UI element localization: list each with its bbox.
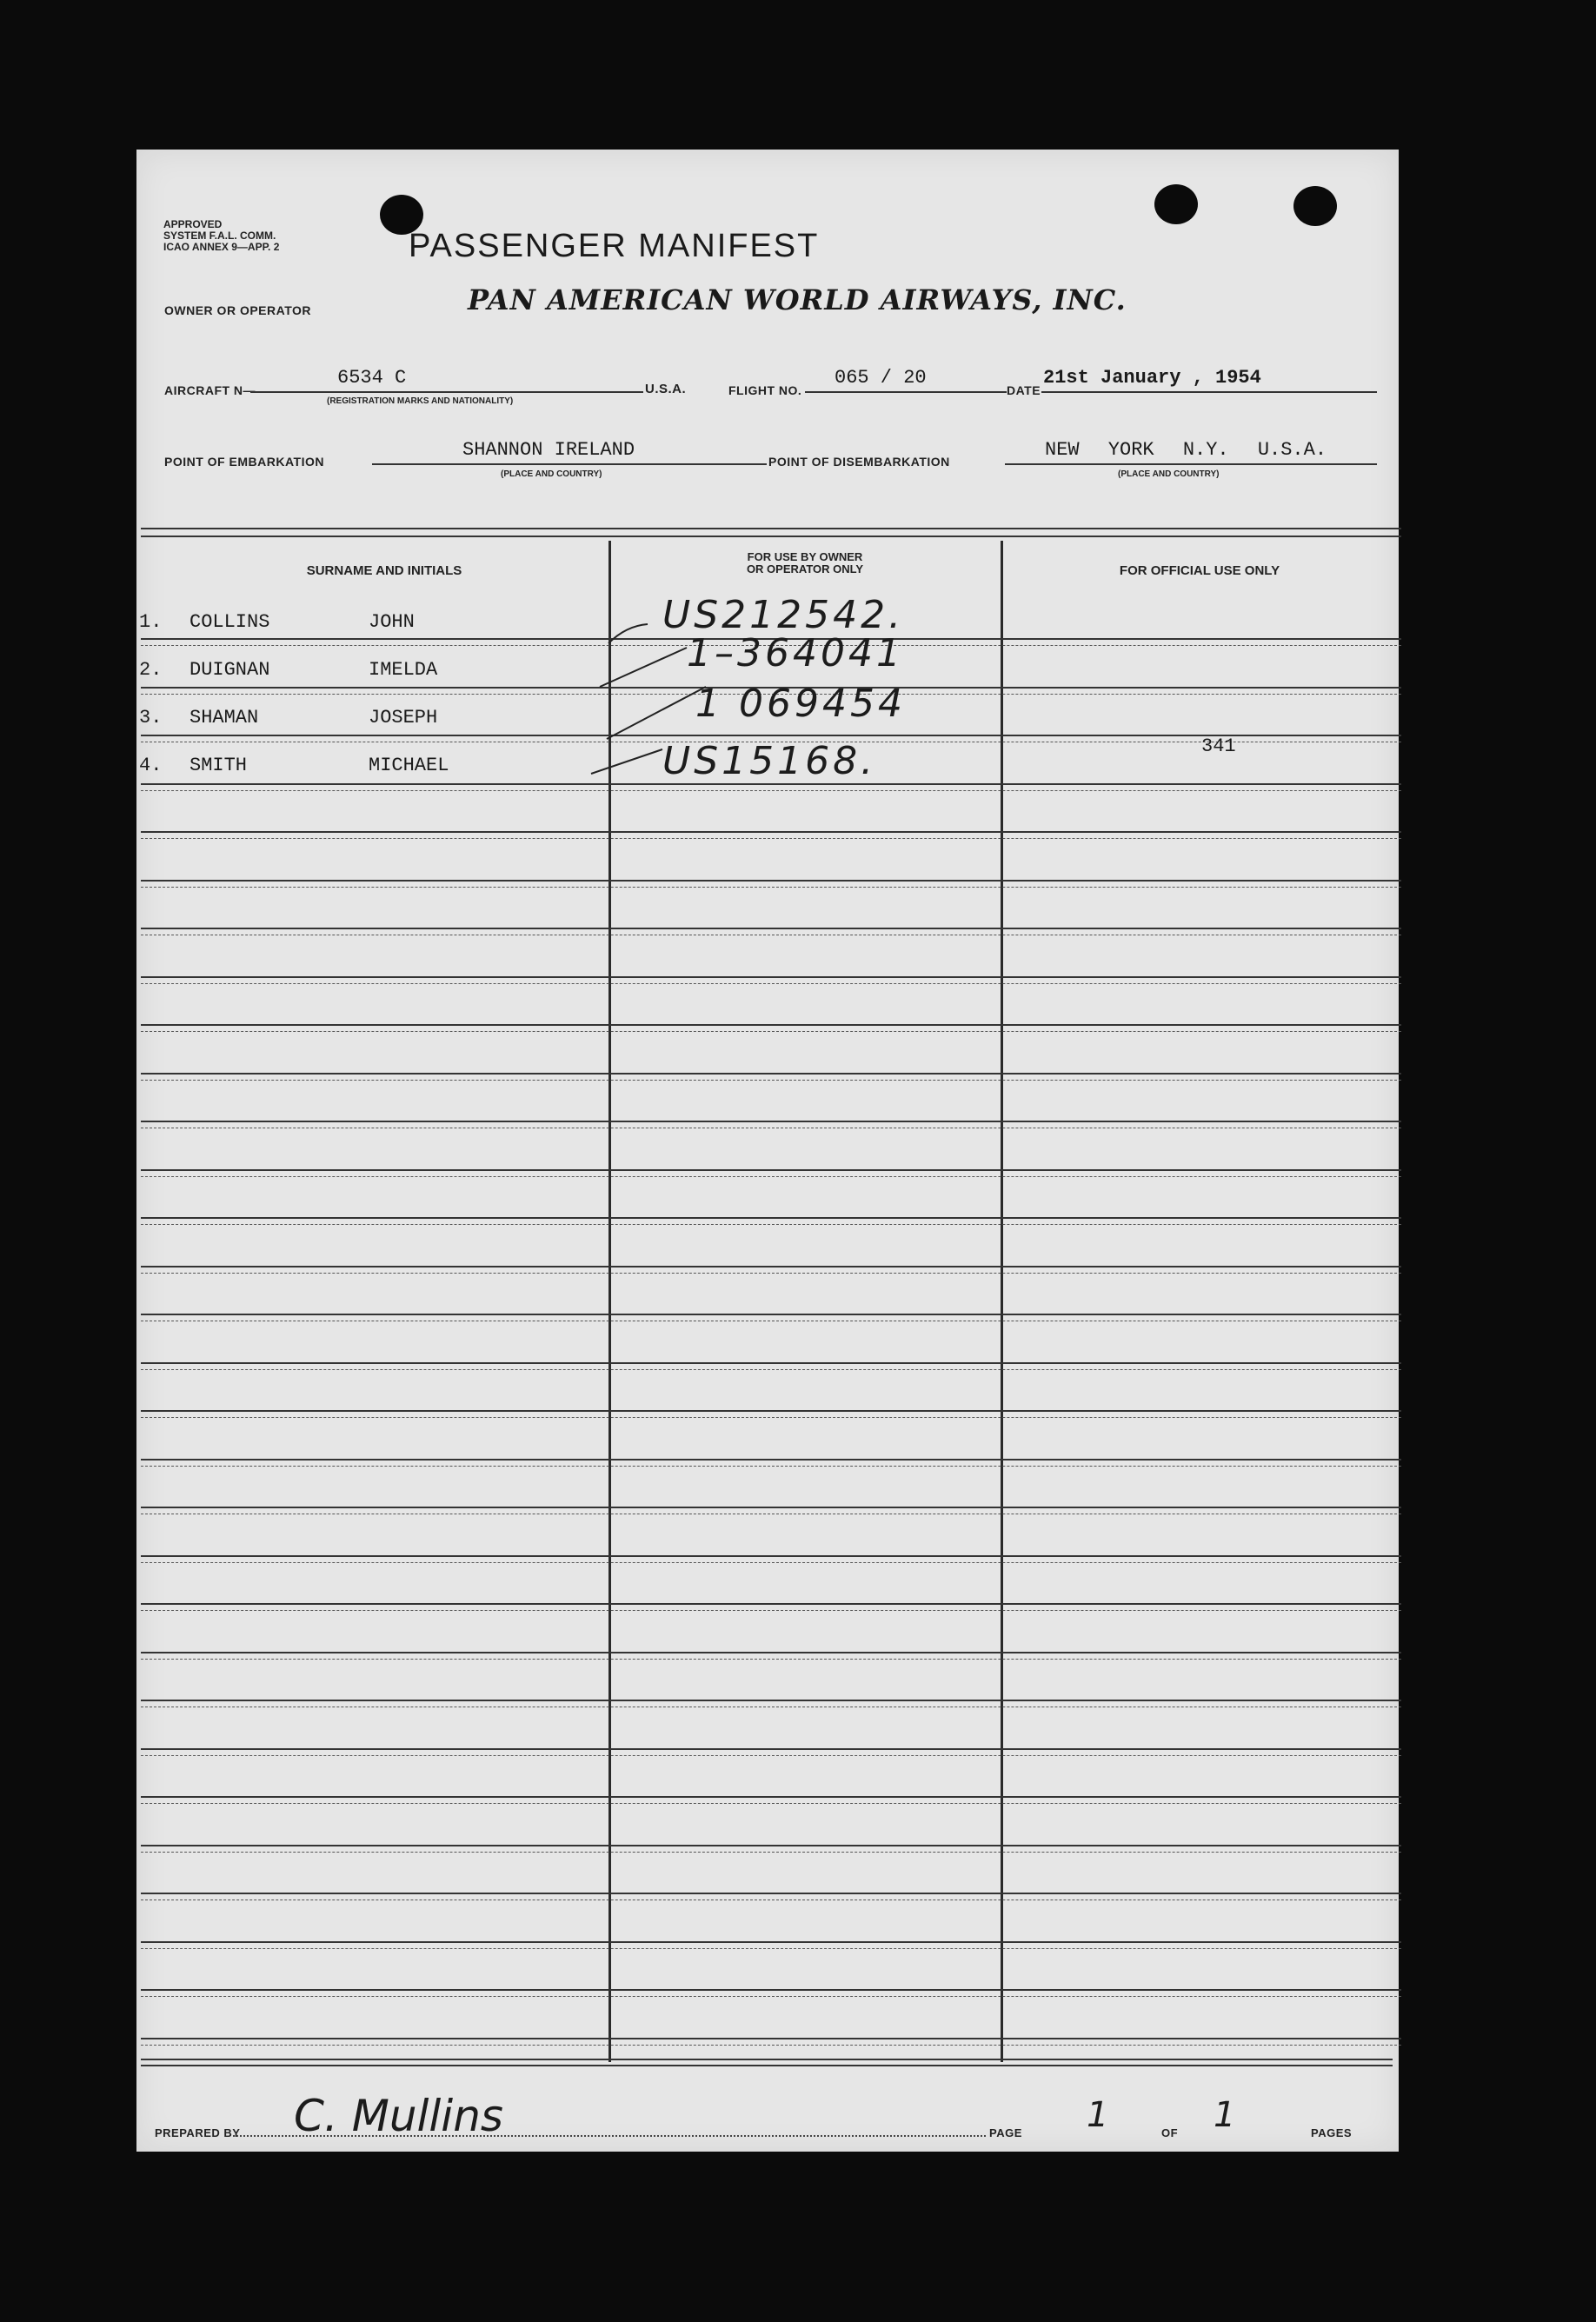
aircraft-label: AIRCRAFT N—	[164, 383, 256, 397]
prepared-label: PREPARED BY	[155, 2126, 241, 2139]
pages-label: PAGES	[1311, 2126, 1353, 2139]
nationality: U.S.A.	[645, 382, 687, 396]
disembark-sub: (PLACE AND COUNTRY)	[1118, 469, 1220, 479]
row-number: 2.	[139, 659, 163, 681]
passenger-surname: DUIGNAN	[190, 659, 270, 681]
owner-label: OWNER OR OPERATOR	[164, 303, 311, 317]
passenger-given-name: MICHAEL	[369, 755, 449, 776]
date-value: 21st January , 1954	[1043, 367, 1261, 389]
of-label: OF	[1161, 2126, 1179, 2139]
table-bottom-rule	[141, 2059, 1393, 2060]
form-title: PASSENGER MANIFEST	[409, 228, 820, 264]
approval-line: SYSTEM F.A.L. COMM.	[163, 230, 276, 242]
column-header-names: SURNAME AND INITIALS	[306, 563, 462, 578]
passenger-surname: SMITH	[190, 755, 248, 776]
column-header-owner-line: OR OPERATOR ONLY	[746, 562, 864, 576]
passenger-handwritten-number: 1 069454	[695, 682, 906, 726]
pen-stroke	[608, 624, 648, 643]
flight-value: 065 / 20	[835, 367, 927, 389]
date-label: DATE	[1007, 383, 1041, 397]
page-label: PAGE	[989, 2126, 1022, 2139]
embark-sub: (PLACE AND COUNTRY)	[501, 469, 602, 479]
row-number: 1.	[139, 611, 163, 633]
pen-stroke	[607, 687, 706, 739]
passenger-given-name: JOSEPH	[369, 707, 438, 729]
passenger-handwritten-number: US15168.	[662, 739, 877, 783]
passenger-given-name: JOHN	[369, 611, 415, 633]
passenger-handwritten-number: 1–364041	[687, 631, 904, 675]
disembark-label: POINT OF DISEMBARKATION	[768, 455, 950, 469]
page-total: 1	[1214, 2095, 1236, 2135]
column-header-owner-line: FOR USE BY OWNER	[747, 550, 863, 563]
approval-line: ICAO ANNEX 9—APP. 2	[163, 241, 280, 253]
row-number: 4.	[139, 755, 163, 776]
pen-stroke	[600, 648, 687, 687]
passenger-handwritten-number: US212542.	[662, 593, 905, 637]
page-number: 1	[1087, 2095, 1109, 2135]
embark-value: SHANNON IRELAND	[462, 439, 635, 461]
aircraft-value: 6534 C	[337, 367, 407, 389]
embark-label: POINT OF EMBARKATION	[164, 455, 324, 469]
column-header-official: FOR OFFICIAL USE ONLY	[1119, 563, 1280, 578]
passenger-given-name: IMELDA	[369, 659, 438, 681]
passenger-surname: SHAMAN	[190, 707, 259, 729]
passenger-surname: COLLINS	[190, 611, 270, 633]
approval-line: APPROVED	[163, 218, 223, 230]
row-number: 3.	[139, 707, 163, 729]
aircraft-sub: (REGISTRATION MARKS AND NATIONALITY)	[327, 396, 514, 406]
flight-label: FLIGHT NO.	[728, 383, 802, 397]
passenger-official-entry: 341	[1201, 735, 1236, 757]
owner-value: PAN AMERICAN WORLD AIRWAYS, INC.	[468, 283, 1127, 316]
preparer-signature: C. Mullins	[294, 2091, 503, 2141]
table-bottom-rule	[141, 2065, 1393, 2066]
disembark-value: NEW YORK N.Y. U.S.A.	[1045, 439, 1327, 461]
pen-stroke	[591, 749, 662, 774]
